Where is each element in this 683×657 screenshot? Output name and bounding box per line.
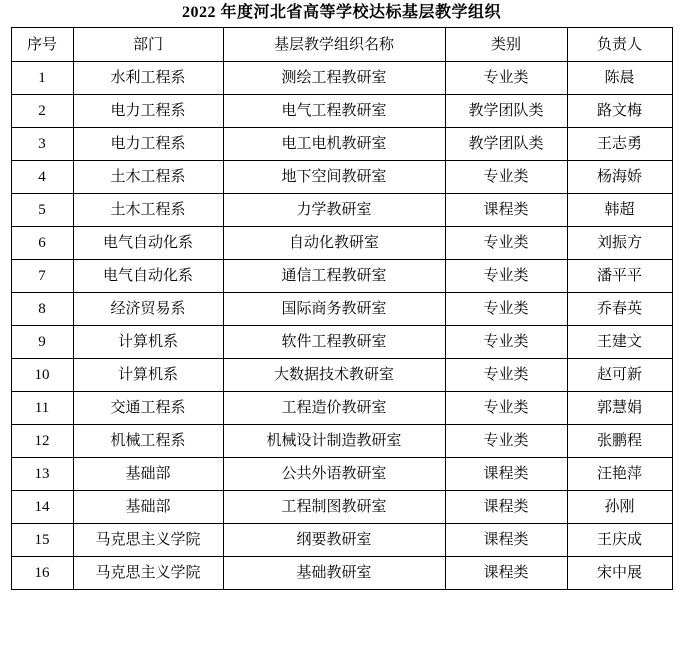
cell-type: 专业类	[445, 260, 567, 293]
cell-dept: 电气自动化系	[73, 227, 223, 260]
table-row	[11, 227, 672, 260]
cell-person: 杨海娇	[567, 161, 672, 194]
cell-dept: 水利工程系	[73, 62, 223, 95]
cell-person: 郭慧娟	[567, 392, 672, 425]
cell-dept: 电力工程系	[73, 128, 223, 161]
cell-type: 专业类	[445, 326, 567, 359]
cell-type: 专业类	[445, 62, 567, 95]
cell-org: 纲要教研室	[223, 524, 445, 557]
column-header-org: 基层教学组织名称	[223, 28, 445, 62]
cell-seq: 10	[11, 359, 73, 392]
table-row	[11, 161, 672, 194]
cell-type: 专业类	[445, 227, 567, 260]
cell-dept: 机械工程系	[73, 425, 223, 458]
cell-dept: 电力工程系	[73, 95, 223, 128]
table-body	[11, 62, 672, 590]
cell-person: 赵可新	[567, 359, 672, 392]
cell-dept: 马克思主义学院	[73, 524, 223, 557]
cell-seq: 13	[11, 458, 73, 491]
cell-dept: 基础部	[73, 491, 223, 524]
cell-type: 课程类	[445, 557, 567, 590]
cell-dept: 计算机系	[73, 326, 223, 359]
cell-type: 课程类	[445, 458, 567, 491]
table-row	[11, 425, 672, 458]
cell-seq: 6	[11, 227, 73, 260]
cell-org: 测绘工程教研室	[223, 62, 445, 95]
cell-dept: 经济贸易系	[73, 293, 223, 326]
cell-org: 力学教研室	[223, 194, 445, 227]
table-row	[11, 194, 672, 227]
cell-dept: 土木工程系	[73, 194, 223, 227]
table-row	[11, 392, 672, 425]
cell-org: 工程造价教研室	[223, 392, 445, 425]
cell-org: 电气工程教研室	[223, 95, 445, 128]
cell-dept: 电气自动化系	[73, 260, 223, 293]
cell-org: 国际商务教研室	[223, 293, 445, 326]
cell-seq: 12	[11, 425, 73, 458]
cell-seq: 9	[11, 326, 73, 359]
cell-type: 专业类	[445, 359, 567, 392]
cell-person: 宋中展	[567, 557, 672, 590]
cell-org: 机械设计制造教研室	[223, 425, 445, 458]
cell-dept: 交通工程系	[73, 392, 223, 425]
cell-seq: 15	[11, 524, 73, 557]
cell-type: 教学团队类	[445, 95, 567, 128]
cell-person: 陈晨	[567, 62, 672, 95]
teaching-organization-table	[11, 27, 673, 590]
cell-person: 韩超	[567, 194, 672, 227]
cell-seq: 5	[11, 194, 73, 227]
cell-type: 专业类	[445, 425, 567, 458]
cell-seq: 11	[11, 392, 73, 425]
cell-seq: 14	[11, 491, 73, 524]
table-row	[11, 524, 672, 557]
table-row	[11, 359, 672, 392]
page-title: 2022 年度河北省高等学校达标基层教学组织	[181, 4, 501, 21]
cell-type: 专业类	[445, 293, 567, 326]
cell-dept: 计算机系	[73, 359, 223, 392]
table-row	[11, 326, 672, 359]
cell-org: 软件工程教研室	[223, 326, 445, 359]
cell-dept: 马克思主义学院	[73, 557, 223, 590]
cell-org: 通信工程教研室	[223, 260, 445, 293]
table-row	[11, 458, 672, 491]
cell-org: 公共外语教研室	[223, 458, 445, 491]
table-row	[11, 128, 672, 161]
cell-type: 专业类	[445, 392, 567, 425]
cell-org: 电工电机教研室	[223, 128, 445, 161]
cell-type: 课程类	[445, 491, 567, 524]
cell-type: 教学团队类	[445, 128, 567, 161]
cell-seq: 16	[11, 557, 73, 590]
cell-seq: 1	[11, 62, 73, 95]
column-header-person: 负责人	[567, 28, 672, 62]
column-header-seq: 序号	[11, 28, 73, 62]
cell-type: 专业类	[445, 161, 567, 194]
cell-person: 张鹏程	[567, 425, 672, 458]
cell-org: 大数据技术教研室	[223, 359, 445, 392]
cell-person: 潘平平	[567, 260, 672, 293]
cell-person: 王志勇	[567, 128, 672, 161]
table-row	[11, 95, 672, 128]
cell-org: 工程制图教研室	[223, 491, 445, 524]
cell-org: 自动化教研室	[223, 227, 445, 260]
table-header	[11, 28, 672, 62]
cell-person: 王建文	[567, 326, 672, 359]
cell-seq: 4	[11, 161, 73, 194]
cell-org: 基础教研室	[223, 557, 445, 590]
cell-org: 地下空间教研室	[223, 161, 445, 194]
cell-seq: 8	[11, 293, 73, 326]
cell-person: 汪艳萍	[567, 458, 672, 491]
table-row	[11, 491, 672, 524]
cell-seq: 7	[11, 260, 73, 293]
cell-person: 王庆成	[567, 524, 672, 557]
cell-type: 课程类	[445, 524, 567, 557]
cell-dept: 基础部	[73, 458, 223, 491]
cell-type: 课程类	[445, 194, 567, 227]
cell-person: 乔春英	[567, 293, 672, 326]
cell-person: 刘振方	[567, 227, 672, 260]
table-row	[11, 62, 672, 95]
cell-seq: 3	[11, 128, 73, 161]
cell-dept: 土木工程系	[73, 161, 223, 194]
cell-seq: 2	[11, 95, 73, 128]
table-header-row	[11, 28, 672, 62]
table-row	[11, 293, 672, 326]
column-header-dept: 部门	[73, 28, 223, 62]
cell-person: 路文梅	[567, 95, 672, 128]
column-header-type: 类别	[445, 28, 567, 62]
cell-person: 孙刚	[567, 491, 672, 524]
table-row	[11, 557, 672, 590]
table-row	[11, 260, 672, 293]
